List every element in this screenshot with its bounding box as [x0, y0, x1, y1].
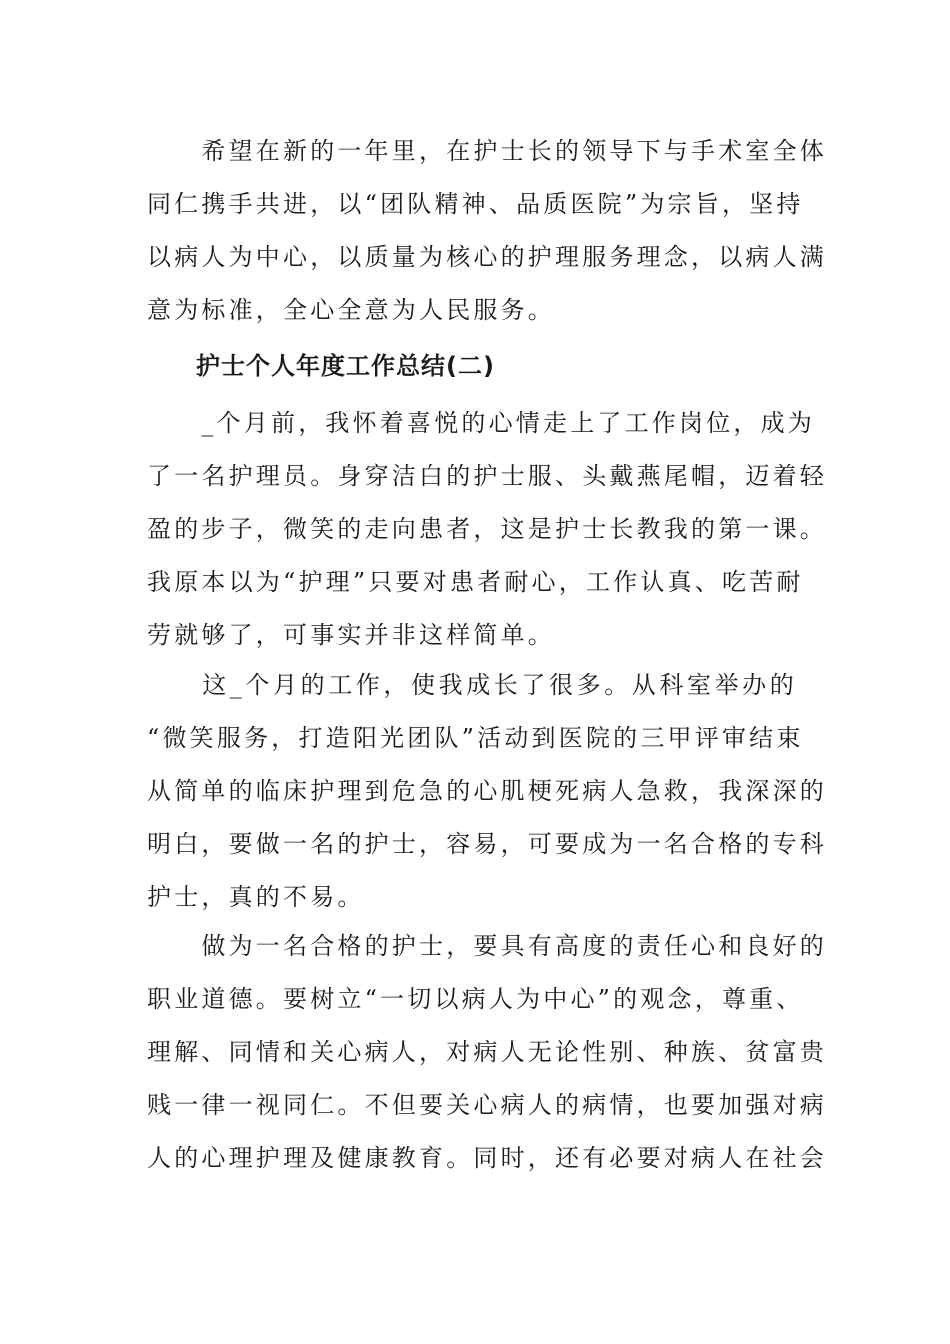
paragraph-line: 劳就够了，可事实并非这样简单。 [147, 621, 555, 649]
paragraph-3 [147, 659, 827, 924]
paragraph-line: _个月前，我怀着喜悦的心情走上了工作岗位，成为 [147, 409, 815, 437]
paragraph-line: 从简单的临床护理到危急的心肌梗死病人急救，我深深的 [147, 777, 827, 805]
paragraph-line: 这_个月的工作，使我成长了很多。从科室举办的 [147, 671, 797, 699]
paragraph-line: 贱一律一视同仁。不但要关心病人的病情，也要加强对病 [147, 1091, 827, 1119]
paragraph-2 [147, 397, 827, 662]
paragraph-line: 明白，要做一名的护士，容易，可要成为一名合格的专科 [147, 830, 827, 858]
paragraph-1 [147, 125, 827, 337]
paragraph-line: 我原本以为“护理”只要对患者耐心，工作认真、吃苦耐 [147, 568, 804, 596]
section-heading: 护士个人年度工作总结(二) [196, 352, 495, 380]
paragraph-line: 希望在新的一年里，在护士长的领导下与手术室全体 [147, 137, 827, 165]
paragraph-4 [147, 920, 827, 1185]
paragraph-line: 盈的步子，微笑的走向患者，这是护士长教我的第一课。 [147, 515, 827, 543]
paragraph-line: 意为标准，全心全意为人民服务。 [147, 296, 555, 324]
paragraph-line: 以病人为中心，以质量为核心的护理服务理念，以病人满 [147, 243, 827, 271]
paragraph-line: 了一名护理员。身穿洁白的护士服、头戴燕尾帽，迈着轻 [147, 462, 827, 490]
paragraph-line: 职业道德。要树立“一切以病人为中心”的观念，尊重、 [147, 985, 804, 1013]
paragraph-line: 护士，真的不易。 [147, 883, 365, 911]
paragraph-line: “微笑服务，打造阳光团队”活动到医院的三甲评审结束 [147, 724, 804, 752]
paragraph-line: 理解、同情和关心病人，对病人无论性别、种族、贫富贵 [147, 1038, 827, 1066]
paragraph-line: 人的心理护理及健康教育。同时，还有必要对病人在社会 [147, 1144, 827, 1172]
paragraph-line: 同仁携手共进，以“团队精神、品质医院”为宗旨，坚持 [147, 190, 804, 218]
paragraph-line: 做为一名合格的护士，要具有高度的责任心和良好的 [147, 932, 827, 960]
